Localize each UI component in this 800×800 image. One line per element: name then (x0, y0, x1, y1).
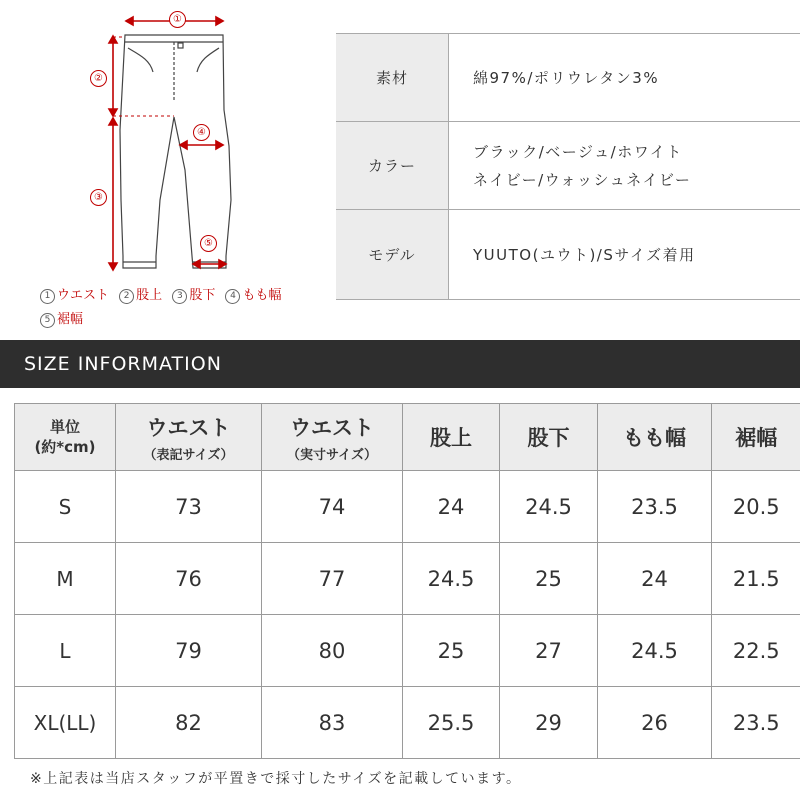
size-table-header-row (15, 404, 800, 471)
inseam-mark: ③ (90, 189, 107, 206)
spec-key-color: カラー (336, 122, 449, 210)
legend-item-rise: 2 股上 (119, 284, 162, 308)
table-cell: 24 (598, 543, 712, 615)
table-cell: 23.5 (598, 471, 712, 543)
header-hem: 裾幅 (712, 404, 800, 471)
legend-row (40, 308, 320, 332)
section-title: SIZE INFORMATION (24, 353, 222, 375)
size-label: XL(LL) (15, 687, 116, 759)
table-cell: 25 (500, 543, 598, 615)
measurement-legend (40, 284, 320, 332)
table-cell: 79 (116, 615, 262, 687)
header-thigh: もも幅 (598, 404, 712, 471)
size-label: L (15, 615, 116, 687)
table-cell: 26 (598, 687, 712, 759)
table-cell: 24.5 (500, 471, 598, 543)
table-cell: 25 (403, 615, 500, 687)
table-cell: 25.5 (403, 687, 500, 759)
spec-value-color (449, 122, 800, 210)
footnote: ※上記表は当店スタッフが平置きで採寸したサイズを記載しています。 (30, 771, 522, 787)
table-cell: 24.5 (598, 615, 712, 687)
table-cell: 21.5 (712, 543, 800, 615)
table-cell: 80 (262, 615, 403, 687)
table-row (15, 543, 800, 615)
unit-header: 単位 (約*cm) (15, 404, 116, 471)
table-row (15, 471, 800, 543)
section-header-bar (0, 340, 800, 388)
color-line-1: ブラック/ベージュ/ホワイト (473, 142, 683, 161)
color-line-2: ネイビー/ウォッシュネイビー (473, 170, 692, 189)
spec-key-material: 素材 (336, 34, 449, 122)
left-pocket (128, 48, 153, 72)
table-cell: 24 (403, 471, 500, 543)
table-row (15, 687, 800, 759)
size-table (14, 403, 800, 759)
waist-mark: ① (169, 11, 186, 28)
table-cell: 27 (500, 615, 598, 687)
product-spec-table (336, 33, 800, 300)
table-cell: 83 (262, 687, 403, 759)
legend-item-thigh: 4 もも幅 (225, 284, 281, 308)
table-cell: 74 (262, 471, 403, 543)
thigh-mark: ④ (193, 124, 210, 141)
legend-item-hem: 5 裾幅 (40, 308, 83, 332)
header-waist-actual: ウエスト （実寸サイズ） (262, 404, 403, 471)
table-cell: 24.5 (403, 543, 500, 615)
table-cell: 22.5 (712, 615, 800, 687)
rise-mark: ② (90, 70, 107, 87)
pants-diagram (0, 0, 320, 340)
legend-row (40, 284, 320, 308)
legend-item-inseam: 3 股下 (172, 284, 215, 308)
spec-row-model (336, 210, 800, 300)
table-row (15, 615, 800, 687)
header-waist-labeled: ウエスト （表記サイズ） (116, 404, 262, 471)
spec-row-color (336, 122, 800, 210)
table-cell: 23.5 (712, 687, 800, 759)
spec-value-model: YUUTO(ユウト)/Sサイズ着用 (449, 210, 800, 300)
table-cell: 77 (262, 543, 403, 615)
spec-value-material: 綿97%/ポリウレタン3% (449, 34, 800, 122)
button-icon (178, 43, 183, 48)
table-cell: 73 (116, 471, 262, 543)
size-label: S (15, 471, 116, 543)
table-cell: 76 (116, 543, 262, 615)
pants-outline (120, 35, 231, 268)
hem-mark: ⑤ (200, 235, 217, 252)
right-pocket (197, 48, 219, 72)
table-cell: 29 (500, 687, 598, 759)
header-rise: 股上 (403, 404, 500, 471)
spec-key-model: モデル (336, 210, 449, 300)
legend-item-waist: 1 ウエスト (40, 284, 109, 308)
header-inseam: 股下 (500, 404, 598, 471)
spec-row-material (336, 34, 800, 122)
size-label: M (15, 543, 116, 615)
table-cell: 82 (116, 687, 262, 759)
table-cell: 20.5 (712, 471, 800, 543)
